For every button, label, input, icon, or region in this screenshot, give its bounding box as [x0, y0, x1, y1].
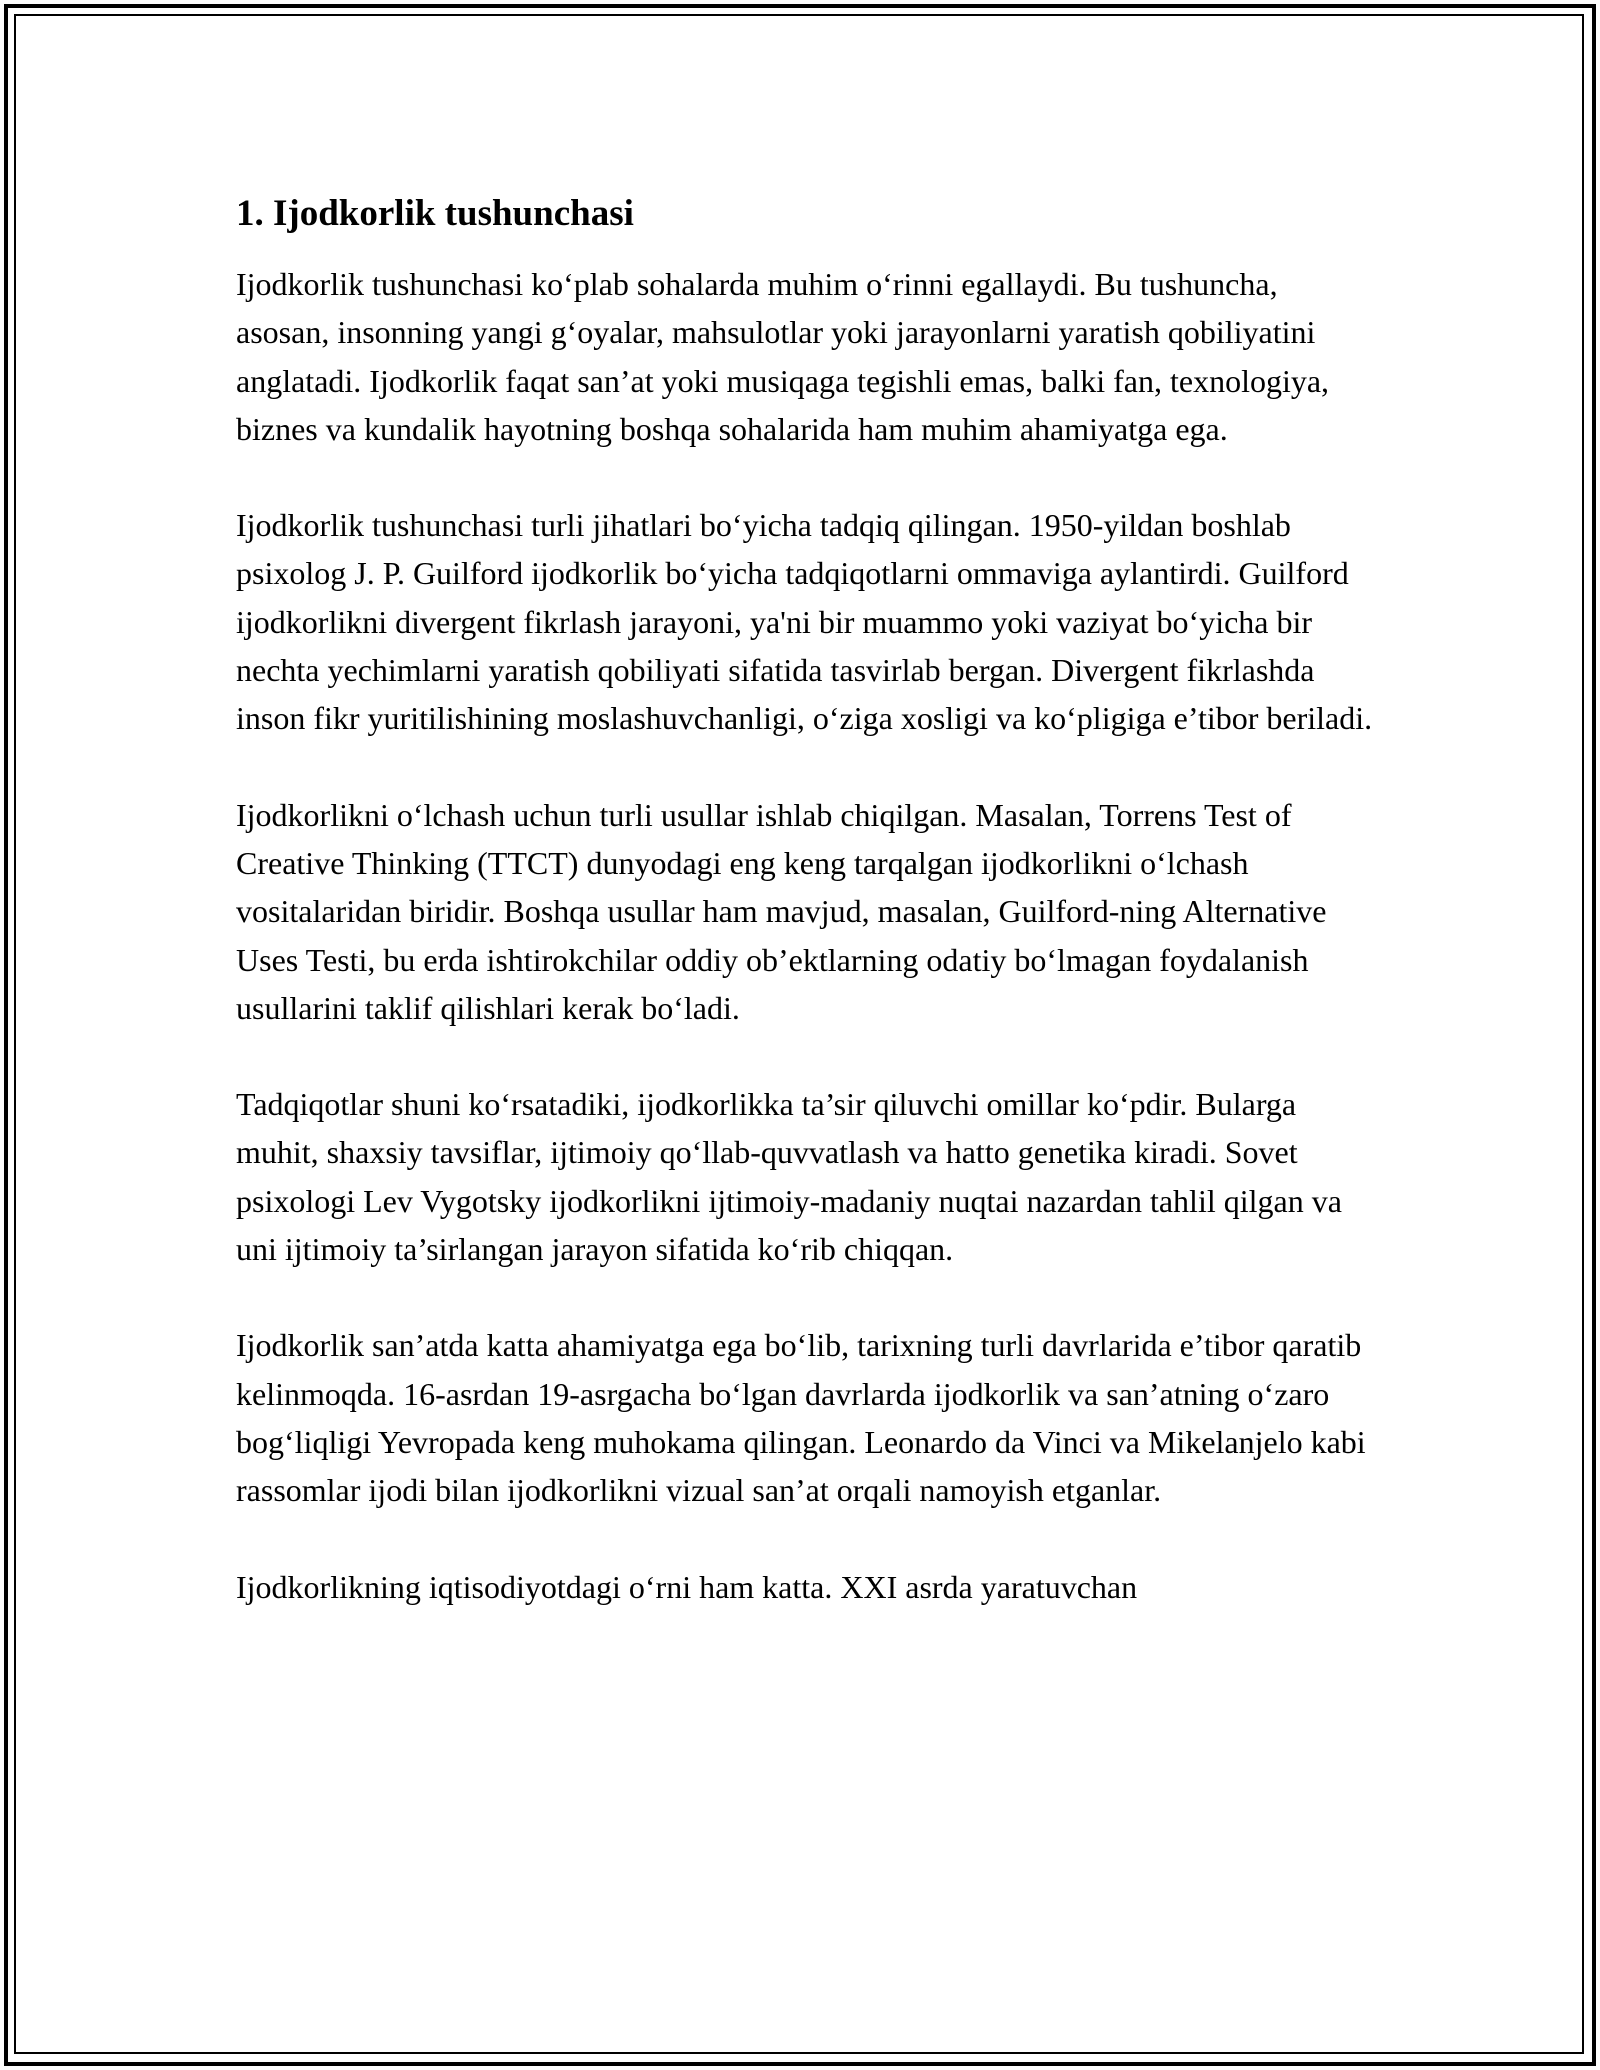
paragraph-4: Tadqiqotlar shuni ko‘rsatadiki, ijodkorlikka ta’sir qiluvchi omillar ko‘pdir. Bularga muhit, shaxsiy tavsiflar, ijtimoiy qo‘llab-quvvatlash va hatto genetika kiradi. Sovet psixologi Lev Vygotsky ijodkorlikni ijtimoiy-madaniy nuqtai nazardan tahlil qilgan va uni ijtimoiy ta’sirlangan jarayon sifatida ko‘rib chiqqan. [236, 1086, 1342, 1268]
paragraph-5: Ijodkorlik san’atda katta ahamiyatga ega bo‘lib, tarixning turli davrlarida e’tibor qaratib kelinmoqda. 16-asrdan 19-asrgacha bo‘lgan davrlarda ijodkorlik va san’atning o‘zaro bog‘liqligi Yevropada keng muhokama qilingan. Leonardo da Vinci va Mikelanjelo kabi rassomlar ijodi bilan ijodkorlikni vizual san’at orqali namoyish etganlar. [236, 1327, 1366, 1509]
paragraph-6: Ijodkorlikning iqtisodiyotdagi o‘rni ham katta. XXI asrda yaratuvchan [236, 1568, 1138, 1605]
section-heading: 1. Ijodkorlik tushunchasi [236, 193, 634, 234]
document-body [236, 190, 1376, 1659]
paragraph-2: Ijodkorlik tushunchasi turli jihatlari bo‘yicha tadqiq qilingan. 1950-yildan boshlab psixolog J. P. Guilford ijodkorlik bo‘yicha tadqiqotlarni ommaviga aylantirdi. Guilford ijodkorlikni divergent fikrlash jarayoni, ya'ni bir muammo yoki vaziyat bo‘yicha bir nechta yechimlarni yaratish qobiliyati sifatida tasvirlab bergan. Divergent fikrlashda inson fikr yuritilishining moslashuvchanligi, o‘ziga xosligi va ko‘pligiga e’tibor beriladi. [236, 507, 1373, 737]
paragraph-3: Ijodkorlikni o‘lchash uchun turli usullar ishlab chiqilgan. Masalan, Torrens Test of Creative Thinking (TTCT) dunyodagi eng keng tarqalgan ijodkorlikni o‘lchash vositalaridan biridir. Boshqa usullar ham mavjud, masalan, Guilford-ning Alternative Uses Testi, bu erda ishtirokchilar oddiy ob’ektlarning odatiy bo‘lmagan foydalanish usullarini taklif qilishlari kerak bo‘ladi. [236, 796, 1327, 1026]
paragraph-1: Ijodkorlik tushunchasi ko‘plab sohalarda muhim o‘rinni egallaydi. Bu tushuncha, asosan, insonning yangi g‘oyalar, mahsulotlar yoki jarayonlarni yaratish qobiliyatini anglatadi. Ijodkorlik faqat san’at yoki musiqaga tegishli emas, balki fan, texnologiya, biznes va kundalik hayotning boshqa sohalarida ham muhim ahamiyatga ega. [236, 266, 1330, 447]
